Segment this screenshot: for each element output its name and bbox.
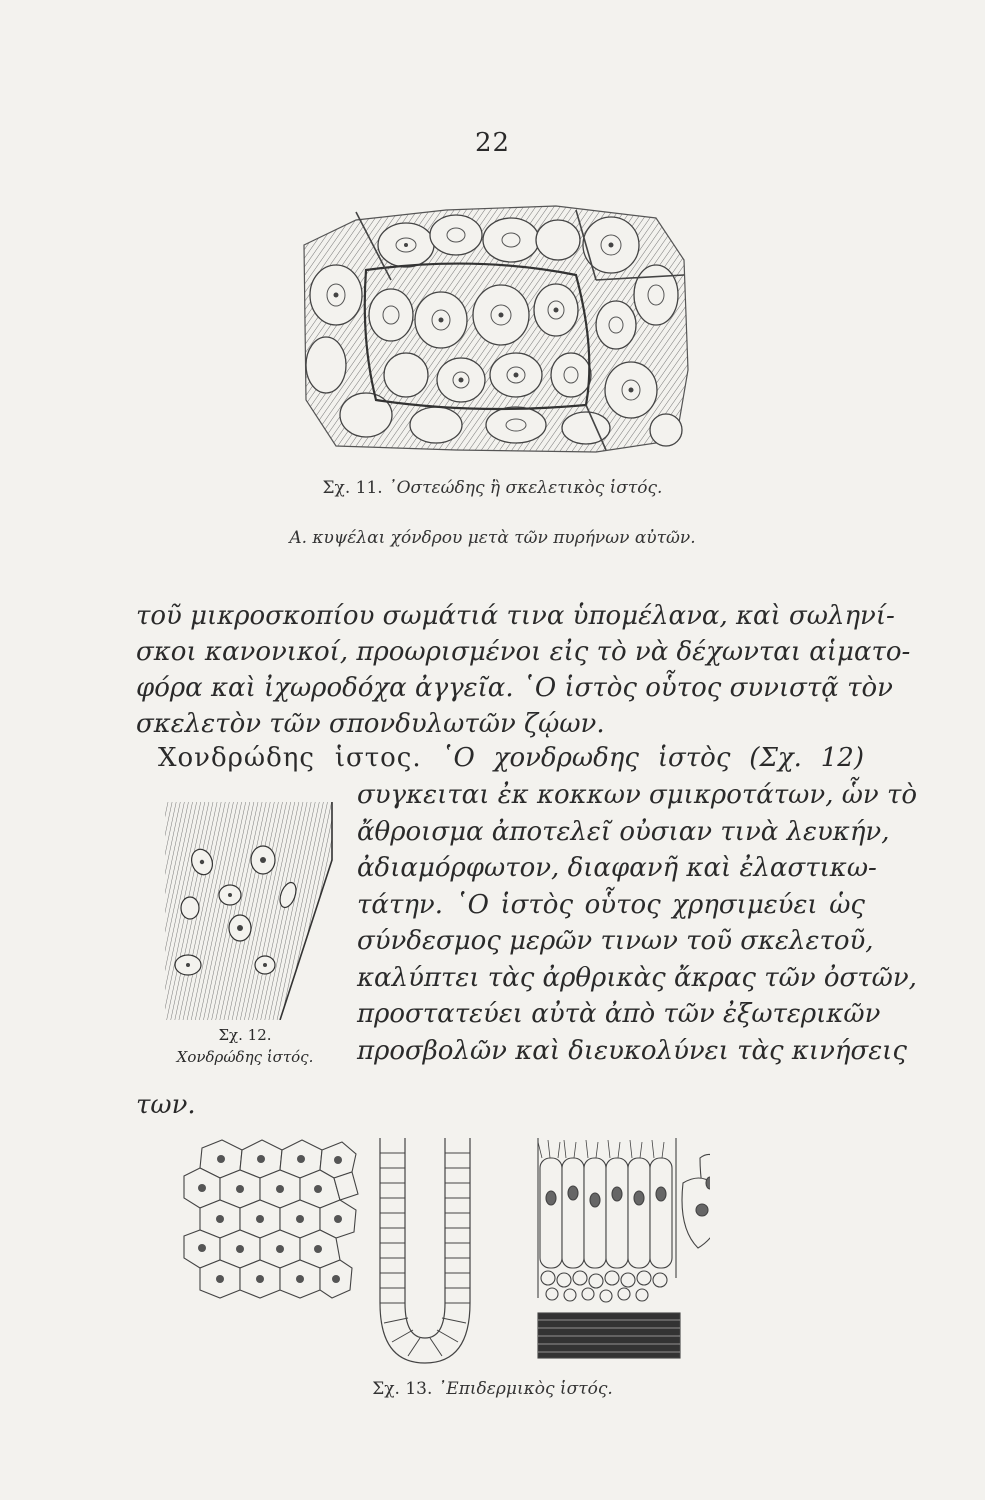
figure-13-caption — [0, 1379, 985, 1399]
figure-12-title: Χονδρώδης ἱστός. — [176, 1048, 314, 1066]
figure-13-title: ᾽Επιδερμικὸς ἱστός. — [437, 1379, 613, 1399]
text-line: τάτην. ῾Ο ἱστὸς οὗτος χρησιμεύει ὡς — [357, 889, 865, 920]
figure-11-legend: Α. κυψέλαι χόνδρου μετὰ τῶν πυρήνων αὐτῶν. — [289, 528, 696, 548]
figure-11-illustration — [296, 200, 691, 458]
figure-11-number: Σχ. 11. — [322, 478, 383, 498]
figure-13-illustration — [180, 1128, 710, 1378]
text-line: σύνδεσμος μερῶν τινων τοῦ σκελετοῦ, — [357, 926, 874, 956]
text-line: σκελετὸν τῶν σπονδυλωτῶν ζῴων. — [136, 709, 605, 739]
figure-13-panel-tubular — [380, 1138, 470, 1363]
text-line: ἀδιαμόρφωτον, διαφανῆ καὶ ἐλαστικω- — [357, 853, 877, 883]
section-heading-cartilage: Χονδρώδης ἱστος. — [158, 743, 422, 773]
text-line: συγκειται ἐκ κοκκων σμικροτάτων, ὧν τὸ — [357, 780, 918, 810]
figure-13-number: Σχ. 13. — [372, 1379, 433, 1399]
paragraph-bone-tissue — [136, 598, 911, 742]
figure-13-panel-polygonal — [184, 1140, 358, 1298]
paragraph-cartilage — [357, 777, 918, 1069]
figure-13-panel-columnar — [538, 1138, 710, 1358]
figure-12-number: Σχ. 12. — [218, 1026, 272, 1044]
figure-11-title: ᾽Οστεώδης ἢ σκελετικὸς ἱστός. — [388, 478, 663, 498]
text-line: προστατεύει αὐτὰ ἀπὸ τῶν ἐξωτερικῶν — [357, 999, 881, 1029]
text-line: φόρα καὶ ἰχωροδόχα ἀγγεῖα. ῾Ο ἱστὸς οὗτος συνιστᾷ τὸν — [136, 673, 893, 703]
paragraph-tail — [136, 1087, 336, 1123]
text-line: προσβολῶν καὶ διευκολύνει τὰς κινήσεις — [357, 1035, 907, 1066]
text-line: καλύπτει τὰς ἀρθρικὰς ἄκρας τῶν ὀστῶν, — [357, 962, 917, 993]
figure-11-caption — [0, 478, 985, 498]
text-line: τοῦ μικροσκοπίου σωμάτιά τινα ὑπομέλανα, καὶ σωληνί- — [136, 601, 895, 631]
page-number: 22 — [474, 128, 511, 158]
figure-12-illustration — [160, 800, 335, 1020]
text-line: των. — [136, 1090, 196, 1120]
cartilage-heading-line — [158, 740, 864, 776]
heading-continuation: ῾Ο χονδρωδης ἱστὸς (Σχ. 12) — [440, 743, 864, 773]
text-line: ἄθροισμα ἀποτελεῖ οὐσιαν τινὰ λευκήν, — [357, 816, 890, 847]
text-line: σκοι κανονικοί, προωρισμένοι εἰς τὸ νὰ δέχωνται αἱματο- — [136, 637, 911, 667]
